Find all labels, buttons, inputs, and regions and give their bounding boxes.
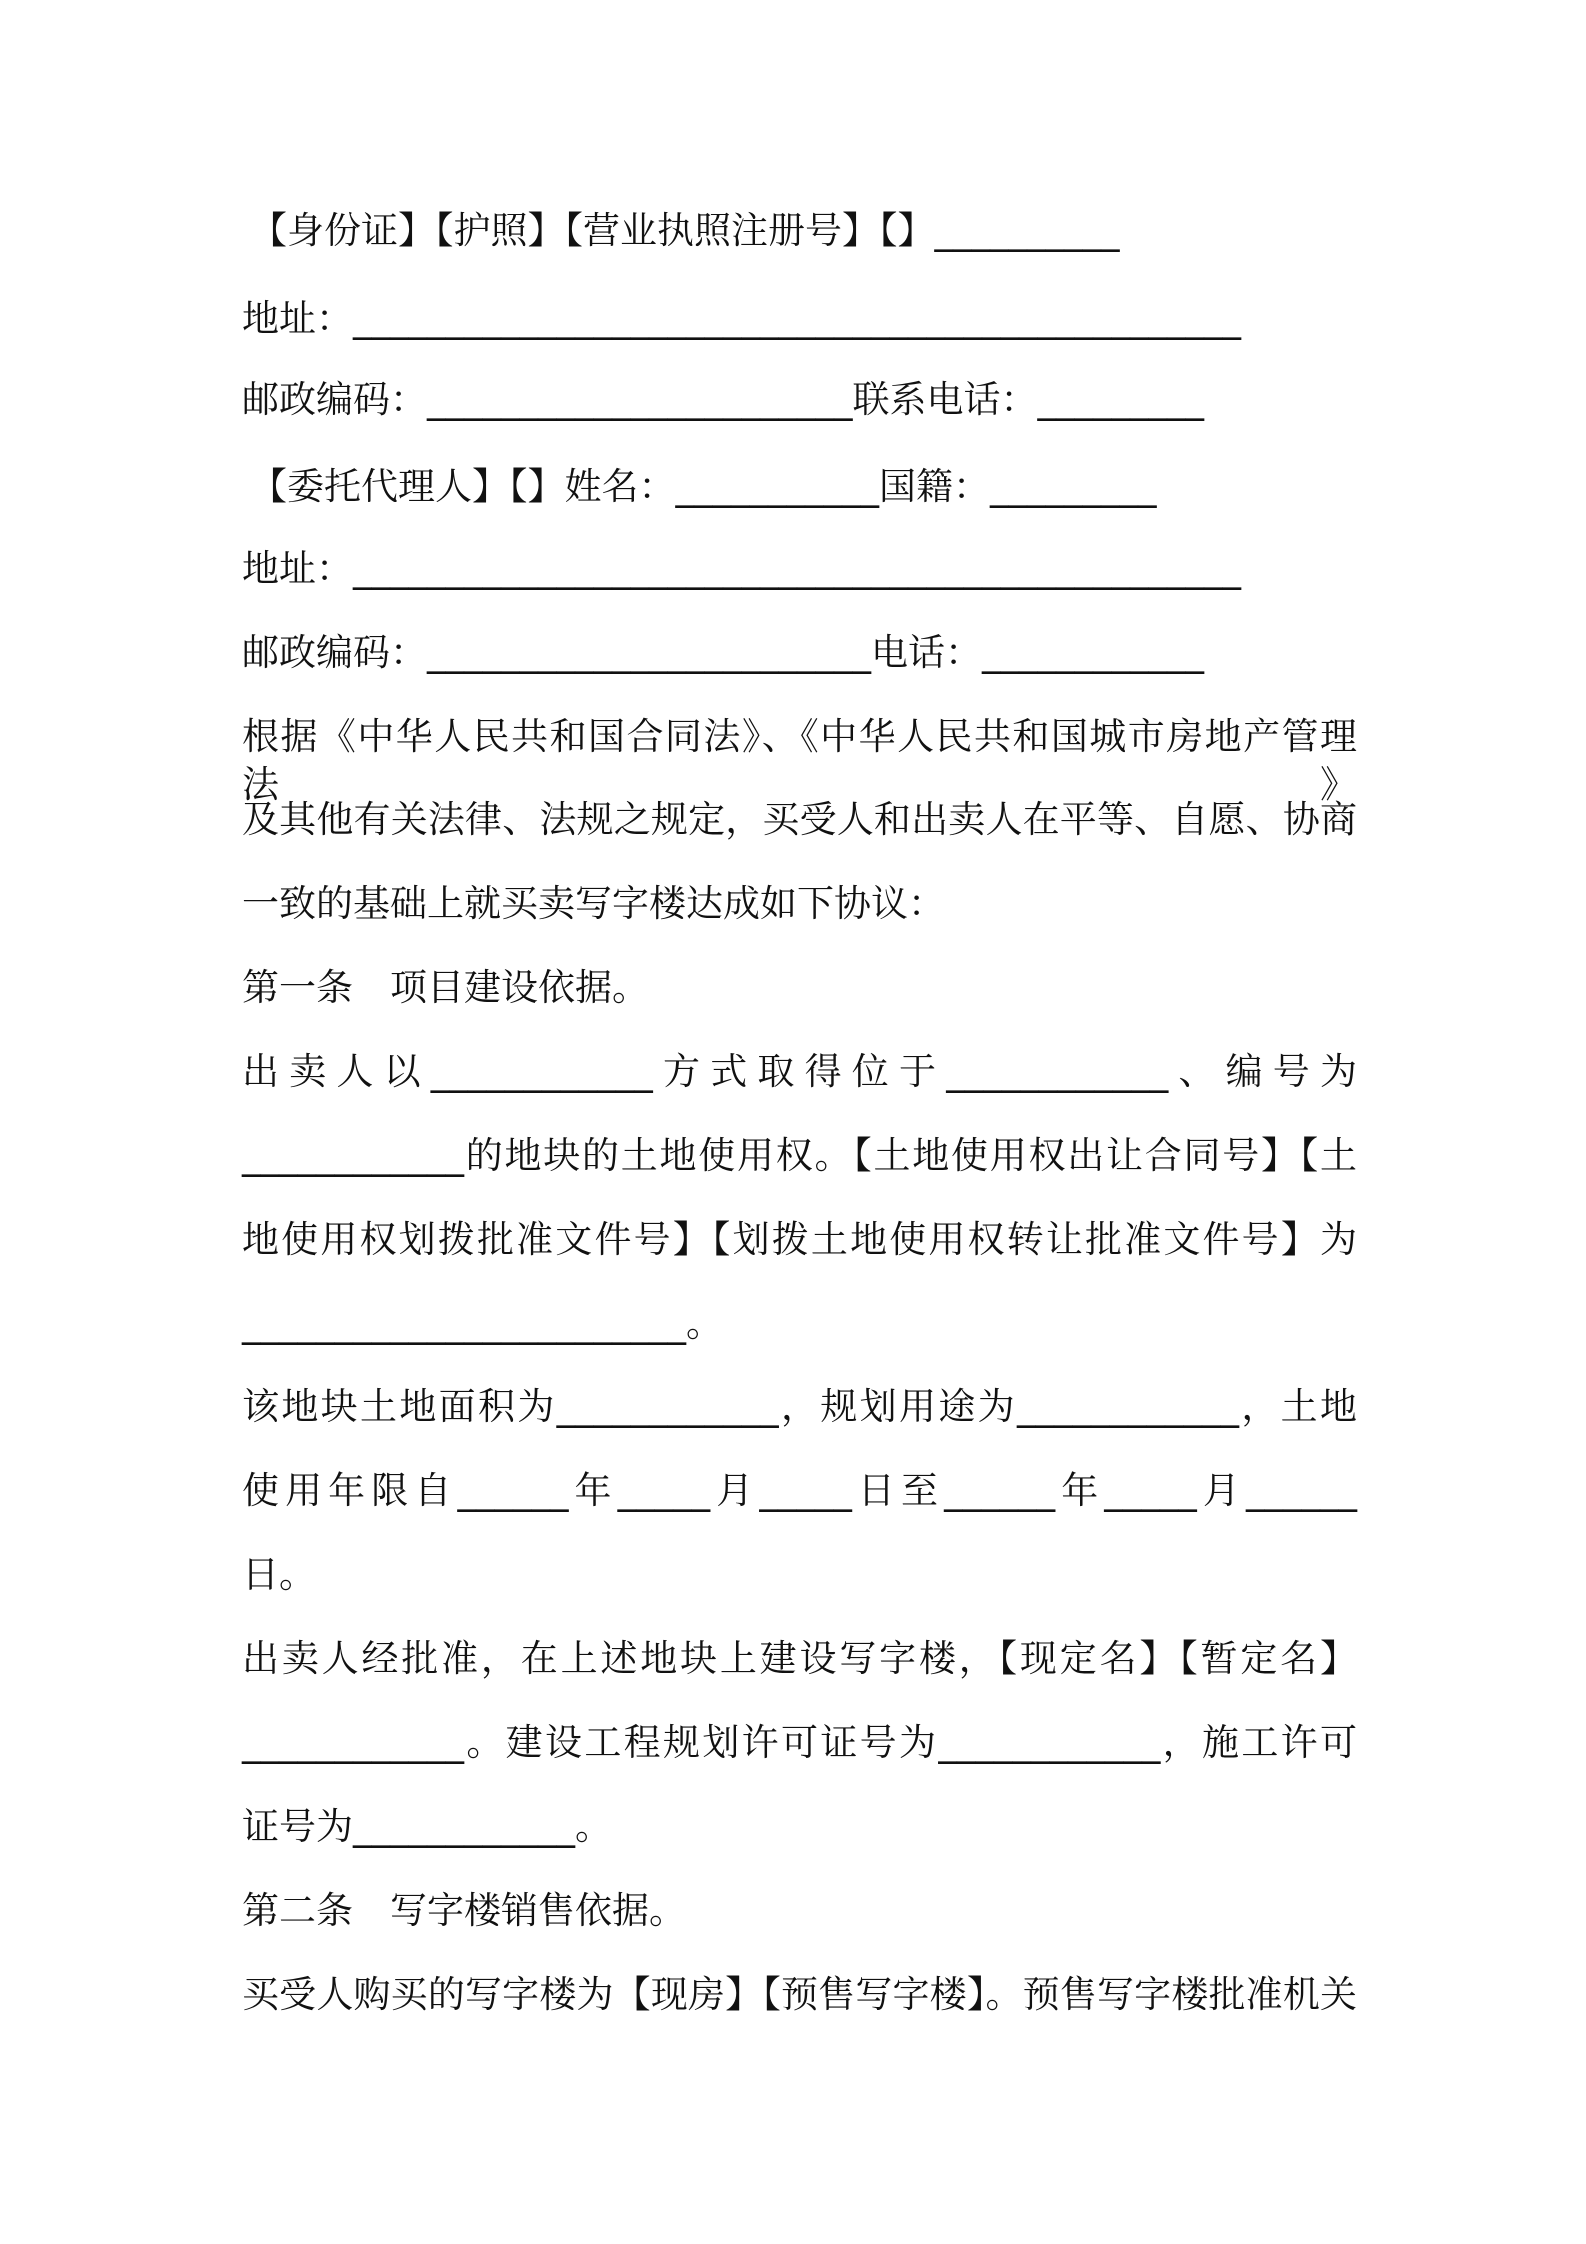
- paragraph-line-land-area-3: 日。: [242, 1553, 316, 1596]
- paragraph-line-article-2-a: 买受人购买的写字楼为【现房】【预售写字楼】。预售写字楼批准机关: [242, 1973, 1357, 2016]
- paragraph-line-construction-1: 出卖人经批准，在上述地块上建设写字楼，【现定名】【暂定名】: [242, 1637, 1357, 1680]
- paragraph-line-article-1-b: ____________的地块的土地使用权。【土地使用权出让合同号】【土: [242, 1134, 1357, 1177]
- paragraph-line-construction-3: 证号为____________。: [242, 1805, 612, 1848]
- paragraph-line-article-1-d: ________________________。: [242, 1302, 723, 1345]
- paragraph-line-land-area-2: 使用年限自______年_____月_____日至______年_____月______: [242, 1469, 1357, 1512]
- paragraph-line-article-1-a: 出卖人以____________方式取得位于____________、编号为: [242, 1050, 1357, 1093]
- article-2-heading: 第二条 写字楼销售依据。: [242, 1889, 686, 1932]
- paragraph-line-article-1-c: 地使用权划拨批准文件号】【划拨土地使用权转让批准文件号】为: [242, 1218, 1357, 1261]
- text-line-address-1: 地址：________________________________________________: [242, 297, 1241, 340]
- paragraph-line-legal-basis-2: 及其他有关法律、法规之规定，买受人和出卖人在平等、自愿、协商: [242, 798, 1357, 841]
- text-line-agent-name-nationality: 【委托代理人】【】姓名：___________国籍：_________: [250, 465, 1157, 508]
- text-line-postcode-phone-1: 邮政编码：_______________________联系电话：_________: [242, 378, 1204, 421]
- text-line-postcode-phone-2: 邮政编码：________________________电话：____________: [242, 631, 1204, 674]
- paragraph-line-legal-basis-3: 一致的基础上就买卖写字楼达成如下协议：: [242, 882, 945, 925]
- paragraph-line-construction-2: ____________。建设工程规划许可证号为____________，施工许可: [242, 1721, 1357, 1764]
- article-1-heading: 第一条 项目建设依据。: [242, 966, 649, 1009]
- paragraph-line-land-area-1: 该地块土地面积为____________，规划用途为____________，土地: [242, 1385, 1357, 1428]
- text-line-address-2: 地址：________________________________________________: [242, 547, 1241, 590]
- paragraph-line-legal-basis-1: 根据《中华人民共和国合同法》、《中华人民共和国城市房地产管理法》: [242, 715, 1357, 806]
- text-line-id-types: 【身份证】【护照】【营业执照注册号】【】__________: [250, 209, 1120, 252]
